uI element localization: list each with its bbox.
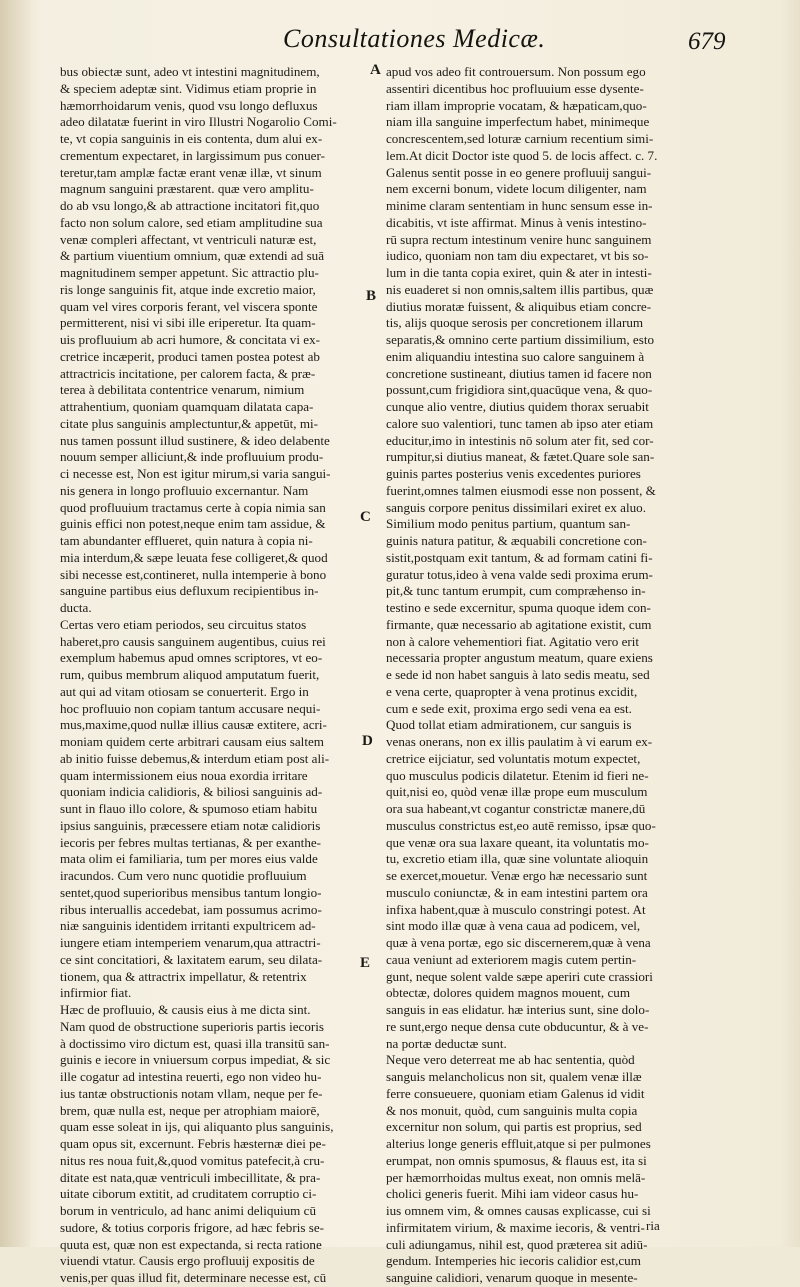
text-line: calore suo valentiori, tunc tamen ab ipso ater etiam (386, 415, 654, 431)
text-line: erumpat, non omnis spumosus, & flauus est, ita si (386, 1152, 647, 1168)
text-line: fuerint,omnes talmen eiusmodi esse non possent, & (386, 482, 656, 498)
text-line: borum in ventriculo, ad hanc animi deliquium cū (60, 1203, 316, 1218)
text-line: terea à debilitata contentrice venarum, nimium (60, 382, 305, 398)
text-line: nouum semper alliciunt,& inde profluuium produ- (60, 449, 324, 465)
text-line: permitterent, nisi vi sibi ille eriperetur. Ita quam- (60, 315, 316, 331)
text-line: Quod tollat etiam admirationem, cur sanguis is (386, 717, 632, 733)
text-line: Hæc de profluuio, & causis eius à me dicta sint. (60, 1002, 311, 1017)
text-line: citate plus sanguinis amplectuntur,& appetūt, mi- (60, 415, 319, 431)
text-line: & partium viuentium omnium, quæ extendi ad suā (60, 248, 325, 264)
right-text-column (386, 64, 704, 1287)
text-line: cunque alio ventre, diutius quidem thorax seruabit (386, 399, 649, 414)
text-line: ipsius sanguinis, præcessere etiam notæ calidioris (60, 817, 321, 833)
text-line: lum in die tanta copia exiret, quin & ater in intesti- (386, 265, 652, 280)
text-line: rum, quibus membrum aliquod amputatum fuerit, (60, 667, 320, 682)
text-line: riam illam improprie vocatam, & hæpaticam,quo- (386, 97, 647, 113)
text-line: e vena certe, quapropter à vena protinus excidit, (386, 683, 638, 699)
text-line: uis profluuium ab acri humore, & concitata vi ex- (60, 332, 320, 347)
text-line: excernitur non solum, qui partis est proprius, sed (386, 1119, 642, 1135)
text-line: sunt in flauo illo colore, & spumoso etiam habitu (60, 801, 318, 816)
text-line: moniam quidem certe arbitrari causam eius saltem (60, 734, 324, 749)
text-line: mata olim ei familiaria, tum per mores eius valde (60, 851, 318, 867)
text-line: rū supra rectum intestinum venire hunc sanguinem (386, 231, 652, 247)
text-line: concrescentem,sed loturæ carnium recentium simi- (386, 131, 654, 146)
text-line: infirmitatem virium, & maxime iecoris, & ventri- (386, 1219, 645, 1235)
text-line: Similium modo penitus partium, quantum san- (386, 516, 631, 532)
text-line: sanguine calidiori, venarum quoque in mesente- (386, 1270, 638, 1285)
text-line: possunt,cum frigidiora sint,quacūque vena, & quo- (386, 382, 653, 398)
text-line: quam opus sit, excernunt. Febris hæsternæ diei pe- (60, 1136, 326, 1151)
margin-letter-e: E (360, 955, 371, 971)
text-line: do ab vsu longo,& ab attractione incitatori fit,quo (60, 198, 320, 213)
text-line: attractricis incitatione, per calorem facta, & præ- (60, 365, 316, 381)
text-line: sint modo illæ quæ à vena caua ad podicem, vel, (386, 918, 641, 934)
text-line: sentet,quod superioribus mensibus tantum longio- (60, 884, 322, 900)
text-line: quam intermissionem eius noua exordia irritare (60, 767, 308, 783)
text-line: apud vos adeo fit controuersum. Non possum ego (386, 64, 646, 79)
text-line: separatis,& omnino certe partium dissimilium, esto (386, 332, 655, 347)
text-line: aut qui ad vitam otiosam se conuerterit. Ergo in (60, 683, 309, 699)
text-line: ius omnem vim, & omnes causas explicasse, cui si (386, 1203, 651, 1218)
text-line: minime claram sententiam in hunc sensum esse in- (386, 198, 653, 213)
text-line: nis genera in longo profluuio excernantur. Nam (60, 482, 309, 498)
text-line: per hæmorrhoidas multus exeat, non omnis melā- (386, 1169, 646, 1185)
text-line: obtectæ, dolores quidem magnos mouent, cum (386, 985, 631, 1001)
margin-letter-c: C (360, 509, 371, 525)
text-line: caua veniunt ad exteriorem magis cutem pertin- (386, 951, 637, 967)
text-line: guinis partes posterius venis excedentes puriores (386, 466, 641, 481)
text-line: ius tantæ obstructionis notam vllam, neque per fe- (60, 1085, 323, 1101)
text-line: & speciem adeptæ sint. Vidimus etiam proprie in (60, 80, 317, 96)
text-line: dicabitis, vt iste affirmat. Minus à venis intestino- (386, 214, 647, 230)
text-line: sanguis in eas elidatur. hæ interius sunt, sine dolo- (386, 1002, 650, 1017)
margin-letter-b: B (366, 288, 377, 304)
text-line: niam illa sanguine imperfectum habet, minimeque (386, 114, 650, 130)
text-line: gendum. Intemperies hic iecoris calidior est,cum (386, 1253, 641, 1269)
text-line: haberet,pro causis sanguinem augentibus, cuius rei (60, 633, 326, 649)
text-line: ab initio fuisse debemus,& interdum etiam post ali- (60, 750, 330, 766)
text-line: & nos monuit, quòd, cum sanguinis multa copia (386, 1102, 638, 1118)
text-line: venas onerans, non ex illis paulatim à vi earum ex- (386, 734, 653, 749)
text-line: cum e sede exit, proxima ergo sedi vena ea est. (386, 700, 632, 716)
text-line: hæmorrhoidarum venis, quod vsu longo defluxus (60, 97, 318, 113)
text-line: ci necesse est, Non est igitur mirum,si varia sangui- (60, 466, 331, 481)
text-line: sanguine partibus eius defluxum recipientibus in- (60, 583, 319, 599)
text-line: quuta est, quæ non est expectanda, si recta ratione (60, 1236, 322, 1252)
text-line: educitur,imo in intestinis nō solum ater fit, sed cor- (386, 432, 654, 448)
text-line: quæ à vena portæ, ego sic discernerem,quæ à vena (386, 935, 651, 950)
text-line: magnitudinem semper appetunt. Sic attractio plu- (60, 265, 319, 280)
text-line: cholici generis fuerit. Mihi iam videor casus hu- (386, 1186, 639, 1202)
page-number: 679 (688, 28, 726, 55)
text-line: venis,per quas illud fit, determinare necesse est, cū (60, 1270, 327, 1285)
text-line: cretrice eijciatur, sed voluntatis motum expectet, (386, 750, 641, 766)
text-line: Certas vero etiam periodos, seu circuitus statos (60, 616, 307, 632)
margin-letter-d: D (362, 733, 373, 749)
text-line: facto non solum calore, sed etiam amplitudine sua (60, 214, 323, 230)
text-line: cretrice incæperit, produci tamen postea potest ab (60, 348, 320, 364)
text-line: guinis effici non potest,neque enim tam assidue, & (60, 516, 326, 532)
text-line: iracundos. Cum vero nunc quotidie profluuium (60, 868, 307, 883)
text-line: ribus interuallis accedebat, iam possumus acrimo- (60, 901, 322, 917)
text-line: alterius longe generis effluit,atque si per pulmones (386, 1136, 651, 1151)
text-line: ris longe sanguinis fit, atque inde excretio maior, (60, 281, 316, 297)
text-line: quoniam indicia calidioris, & biliosi sanguinis ad- (60, 784, 323, 800)
text-line: lem.At dicit Doctor iste quod 5. de locis affect. c. 7. (386, 147, 658, 163)
text-line: guratur totus,ideo à vena valde sedi proxima erum- (386, 566, 653, 582)
text-line: pit,& tunc tantum erumpit, cum compræhenso in- (386, 583, 646, 599)
text-line: exemplum habemus apud omnes scriptores, vt eo- (60, 650, 323, 666)
text-line: iecoris per febres multas tertianas, & per exanthe- (60, 834, 322, 850)
text-line: enim aliquandiu intestina suo calore sanguinem à (386, 348, 645, 364)
text-line: rumpitur,si diutius maneat, & fætet.Quare sole san- (386, 449, 655, 465)
text-line: re sunt,ergo neque densa cute obducuntur, & à ve- (386, 1018, 649, 1034)
text-line: viuendi vtatur. Causis ergo profluuij expositis de (60, 1253, 315, 1269)
catchword: ria (646, 1218, 660, 1233)
text-line: ditate est nata,quæ ventriculi imbecillitate, & pra- (60, 1169, 321, 1185)
text-line: nus tamen possunt illud sustinere, & ideo delabente (60, 432, 330, 448)
text-line: sistit,postquam exit tantum, & ad formam catini fi- (386, 549, 653, 565)
text-line: culi adiungamus, nihil est, quod præterea sit adiū- (386, 1236, 648, 1252)
text-line: sibi necesse est,contineret, nulla intemperie à bono (60, 566, 327, 582)
text-line: tu, excretio etiam illa, quæ sine voluntate alioquin (386, 851, 649, 867)
text-line: assentiri dicentibus hoc profluuium esse dysente- (386, 80, 644, 96)
text-line: concretione sustineant, diutius tamen id facere non (386, 365, 652, 381)
left-text-column (60, 64, 366, 1287)
text-line: gunt, neque solent valde sæpe aperiri cute crassiori (386, 968, 653, 984)
text-line: bus obiectæ sunt, adeo vt intestini magnitudinem, (60, 64, 320, 79)
text-line: necessaria propter angustum meatum, quare exiens (386, 650, 653, 666)
text-line: non à calore vehementiori fiat. Agitatio vero erit (386, 633, 640, 649)
text-line: ille cogatur ad intestina reuerti, ego non video hu- (60, 1069, 322, 1084)
text-line: infirmior fiat. (60, 985, 132, 1001)
text-line: iudico, quoniam non tam diu expectaret, vt bis so- (386, 248, 649, 264)
text-line: ce sint concitatiori, & laxitatem earum, seu dilata- (60, 951, 323, 967)
text-line: quit,nisi eo, quòd venæ illæ prope eum musculum (386, 784, 648, 800)
text-line: quam vel vires corporis ferant, vel viscera sponte (60, 298, 318, 314)
text-line: hoc profluuio non copiam tantum accusare nequi- (60, 700, 321, 716)
text-line: nis euaderet si non omnis,saltem illis partibus, quæ (386, 281, 654, 297)
text-line: se exercet,mouetur. Venæ ergo hæ necessario sunt (386, 868, 648, 883)
text-line: niæ sanguinis identidem irritanti expultricem ad- (60, 918, 316, 934)
text-line: venæ compleri affectant, vt ventriculi naturæ est, (60, 231, 317, 247)
text-line: uitate ciborum extitit, ad cruditatem corruptio ci- (60, 1186, 317, 1202)
text-line: Nam quod de obstructione superioris partis iecoris (60, 1018, 324, 1034)
text-line: brem, quæ nulla est, neque per atrophiam maiorē, (60, 1102, 320, 1118)
text-line: tionem, qua & attractrix impellatur, & retentrix (60, 968, 307, 984)
text-line: Galenus sentit posse in eo genere profluuij sangui- (386, 164, 652, 180)
text-line: adeo dilatatæ fuerint in viro Illustri Nogarolio Comi- (60, 114, 337, 130)
margin-letter-a: A (370, 62, 381, 78)
text-line: te, vt copia sanguinis in eis contenta, dum alui ex- (60, 131, 323, 146)
text-line: attrahentium, quoniam quamquam dilatata capa- (60, 399, 314, 414)
text-line: quo musculus podicis dilatetur. Etenim id fieri ne- (386, 767, 649, 783)
text-line: magnum sanguini præstarent. quæ vero amplitu- (60, 181, 314, 197)
text-line: iungere etiam intemperiem venarum,qua attractri- (60, 935, 321, 950)
text-line: nem excerni bonum, videte locum diligenter, nam (386, 181, 647, 197)
text-line: testino e sede excernitur, spuma quoque idem con- (386, 600, 651, 615)
text-line: na portæ deductæ sunt. (386, 1035, 507, 1051)
text-line: Neque vero deterreat me ab hac sententia, quòd (386, 1052, 635, 1068)
text-line: sanguis corpore penitus dissimilari exiret ex aluo. (386, 499, 646, 515)
text-line: nitus res noua fuit,&,quod vomitus patefecit,à cru- (60, 1152, 325, 1168)
text-line: teretur,tam amplæ factæ erant venæ illæ, vt sinum (60, 164, 322, 180)
binding-gutter (0, 0, 30, 1247)
text-line: sanguis melancholicus non sit, qualem venæ illæ (386, 1069, 642, 1084)
text-line: guinis e iecore in vniuersum corpus impediat, & sic (60, 1052, 331, 1068)
text-line: musculus constrictus est,eo autē remisso, ipsæ quo- (386, 817, 656, 833)
text-line: quod profluuium tractamus certe à copia nimia san (60, 499, 326, 515)
text-line: mia interdum,& sæpe leuata fese colligeret,& quod (60, 549, 328, 565)
text-line: musculo coniunctæ, & in eam intestini partem ora (386, 884, 648, 900)
text-line: quam esse soleat in ijs, qui aliquanto plus sanguinis, (60, 1119, 334, 1135)
running-title: Consultationes Medicæ. (283, 24, 546, 53)
text-line: e sede id non habet sanguis à lato sedis meatu, sed (386, 667, 650, 682)
text-line: guinis natura patitur, & æquabili concretione con- (386, 533, 647, 548)
text-line: crementum expectaret, in largissimum pus conuer- (60, 147, 325, 163)
text-line: que venæ ora sua laxare queant, ita voluntatis mo- (386, 834, 649, 850)
text-line: mus,maxime,quod nullæ illius causæ extitere, acri- (60, 717, 327, 733)
text-line: ora sua habeant,vt cogantur constrictæ manere,dū (386, 801, 646, 816)
text-line: firmante, quæ necessario ab agitatione existit, cum (386, 616, 652, 632)
text-line: ferre consueuere, quoniam etiam Galenus id vidit (386, 1085, 645, 1101)
page-header (0, 18, 800, 58)
text-line: diutius moratæ fuissent, & aliquibus etiam concre- (386, 298, 652, 314)
text-line: tam abundanter efflueret, quin natura à copia ni- (60, 533, 313, 548)
text-line: à doctissimo viro dictum est, quasi illa transitū san- (60, 1035, 330, 1051)
text-line: sudore, & totius corporis frigore, ad hæc febris se- (60, 1219, 324, 1235)
text-line: infixa habent,quæ à musculo constringi potest. At (386, 901, 646, 917)
text-line: tis, alijs quoque serosis per concretionem illarum (386, 315, 644, 331)
text-line: ducta. (60, 600, 92, 615)
